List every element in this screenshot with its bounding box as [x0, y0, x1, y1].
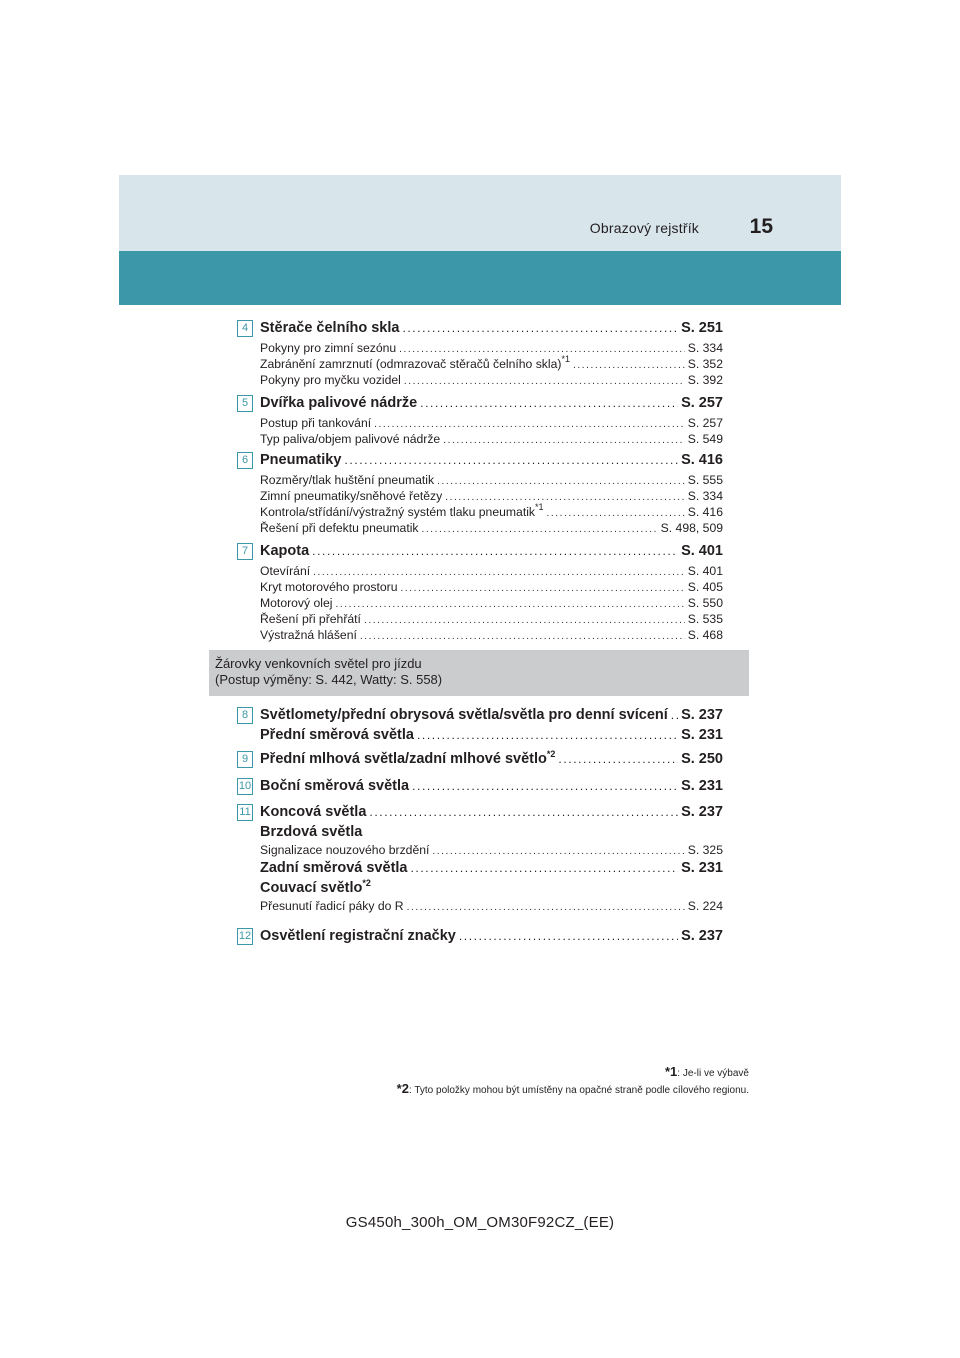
entry-label	[260, 472, 434, 488]
dot-leader	[360, 629, 685, 645]
page-reference: S. 334	[687, 341, 723, 355]
entry-label	[260, 504, 544, 520]
index-entry	[260, 802, 723, 822]
dot-leader	[404, 374, 685, 390]
index-subentry	[260, 431, 723, 447]
index-subentry	[260, 611, 723, 627]
section-number-badge: 9	[237, 751, 253, 768]
entry-label	[260, 415, 371, 431]
entry-label-text: Zabránění zamrznutí (odmrazovač stěračů čelního skla)	[260, 357, 562, 371]
section-number-badge: 5	[237, 395, 253, 412]
dot-leader	[671, 705, 678, 725]
footnote-2	[397, 1081, 749, 1096]
index-entry	[260, 541, 723, 561]
entry-label-text: Stěrače čelního skla	[260, 320, 400, 336]
entry-label	[260, 450, 341, 470]
entry-label-text: Řešení při přehřátí	[260, 612, 361, 626]
entry-label	[260, 611, 361, 627]
entry-label	[260, 520, 419, 536]
entry-label	[260, 488, 442, 504]
index-subentry	[260, 842, 723, 858]
page-reference: S. 231	[681, 727, 723, 743]
page-reference: S. 237	[681, 707, 723, 723]
entry-label-text: Dvířka palivové nádrže	[260, 395, 418, 411]
index-entry	[260, 858, 723, 878]
entry-label	[260, 705, 668, 725]
entry-label	[260, 579, 398, 595]
footnote-reference: *2	[546, 749, 556, 759]
entry-label	[260, 340, 396, 356]
page-reference: S. 405	[687, 580, 723, 594]
entry-label-text: Koncová světla	[260, 804, 367, 820]
entry-label-text: Motorový olej	[260, 596, 333, 610]
exterior-lights-box	[209, 650, 749, 696]
entry-label	[260, 627, 357, 643]
entry-label-text: Rozměry/tlak huštění pneumatik	[260, 473, 435, 487]
index-subentry	[260, 340, 723, 356]
section-number-badge: 4	[237, 320, 253, 337]
page-reference: S. 237	[681, 928, 723, 944]
entry-label-text: Boční směrová světla	[260, 778, 410, 794]
entry-label-text: Couvací světlo	[260, 880, 363, 896]
index-entry	[260, 776, 723, 796]
footnote-2-mark: *2	[396, 1081, 409, 1096]
entry-label	[260, 776, 409, 796]
index-entry	[260, 705, 723, 725]
entry-label	[260, 878, 371, 898]
entry-label-text: Pokyny pro zimní sezónu	[260, 341, 397, 355]
entry-label-text: Výstražná hlášení	[260, 628, 357, 642]
section-number-badge: 11	[237, 804, 253, 821]
page-reference: S. 257	[681, 395, 723, 411]
page-reference: S. 325	[687, 843, 723, 857]
entry-label-text: Kryt motorového prostoru	[260, 580, 398, 594]
dot-leader	[417, 725, 678, 745]
section-number-badge: 10	[237, 778, 253, 795]
page-reference: S. 334	[687, 489, 723, 503]
entry-label-text: Zimní pneumatiky/sněhové řetězy	[260, 489, 443, 503]
index-subentry	[260, 504, 723, 520]
dot-leader	[558, 749, 678, 769]
dot-leader	[422, 522, 658, 538]
entry-label	[260, 898, 404, 914]
footnote-reference: *1	[561, 354, 570, 364]
page-reference: S. 257	[687, 416, 723, 430]
index-entry	[260, 926, 723, 946]
entry-label	[260, 372, 401, 388]
entry-label	[260, 822, 362, 842]
dot-leader	[344, 450, 678, 470]
section-number-badge: 8	[237, 707, 253, 724]
page-reference: S. 401	[687, 564, 723, 578]
section-number-badge: 12	[237, 928, 253, 945]
index-entry	[260, 393, 723, 413]
index-subentry	[260, 563, 723, 579]
entry-label-text: Přední směrová světla	[260, 727, 414, 743]
index-entry	[260, 725, 723, 745]
page-reference: S. 498, 509	[660, 521, 723, 535]
entry-label	[260, 563, 310, 579]
index-subentry	[260, 898, 723, 914]
index-entry	[260, 822, 723, 842]
entry-label-text: Otevírání	[260, 564, 311, 578]
page-reference: S. 550	[687, 596, 723, 610]
page-reference: S. 231	[681, 778, 723, 794]
exterior-lights-title: Žárovky venkovních světel pro jízdu	[215, 656, 422, 671]
page-reference: S. 352	[687, 357, 723, 371]
entry-label	[260, 749, 555, 769]
page-reference: S. 237	[681, 804, 723, 820]
entry-label	[260, 595, 332, 611]
footnote-1-mark: *1	[665, 1064, 678, 1079]
entry-label	[260, 356, 570, 372]
header-band	[119, 175, 841, 251]
page-reference: S. 416	[687, 505, 723, 519]
dot-leader	[407, 900, 685, 916]
index-subentry	[260, 415, 723, 431]
page-reference: S. 468	[687, 628, 723, 642]
index-subentry	[260, 356, 723, 372]
entry-label-text: Osvětlení registrační značky	[260, 928, 456, 944]
footnote-1-text: : Je-li ve výbavě	[677, 1068, 749, 1079]
entry-label-text: Pokyny pro myčku vozidel	[260, 373, 401, 387]
section-number-badge: 6	[237, 452, 253, 469]
page-reference: S. 535	[687, 612, 723, 626]
entry-label-text: Kontrola/střídání/výstražný systém tlaku pneumatik	[260, 505, 536, 519]
entry-label-text: Pneumatiky	[260, 452, 342, 468]
index-subentry	[260, 520, 723, 536]
dot-leader	[369, 802, 678, 822]
document-code: GS450h_300h_OM_OM30F92CZ_(EE)	[345, 1214, 615, 1231]
index-subentry	[260, 579, 723, 595]
page-reference: S. 392	[687, 373, 723, 387]
page-reference: S. 231	[681, 860, 723, 876]
page-reference: S. 549	[687, 432, 723, 446]
entry-label	[260, 802, 366, 822]
page-reference: S. 555	[687, 473, 723, 487]
entry-label-text: Přesunutí řadicí páky do R	[260, 899, 404, 913]
entry-label-text: Brzdová světla	[260, 824, 363, 840]
entry-label	[260, 431, 440, 447]
dot-leader	[443, 433, 685, 449]
section-number-badge: 7	[237, 543, 253, 560]
entry-label-text: Typ paliva/objem palivové nádrže	[260, 432, 441, 446]
index-entry	[260, 318, 723, 338]
dot-leader	[412, 776, 678, 796]
entry-label-text: Zadní směrová světla	[260, 860, 408, 876]
dot-leader	[312, 541, 678, 561]
dot-leader	[411, 858, 679, 878]
dot-leader	[402, 318, 678, 338]
page-reference: S. 250	[681, 751, 723, 767]
entry-label	[260, 318, 399, 338]
entry-label-text: Přední mlhová světla/zadní mlhové světlo	[260, 751, 547, 767]
page-reference: S. 416	[681, 452, 723, 468]
header-accent-bar	[119, 251, 841, 305]
dot-leader	[459, 926, 678, 946]
dot-leader	[420, 393, 678, 413]
page-reference: S. 251	[681, 320, 723, 336]
index-subentry	[260, 488, 723, 504]
entry-label	[260, 393, 417, 413]
index-subentry	[260, 595, 723, 611]
footnote-2-text: : Tyto položky mohou být umístěny na opačné straně podle cílového regionu.	[408, 1085, 749, 1096]
entry-label-text: Signalizace nouzového brzdění	[260, 843, 430, 857]
entry-label-text: Kapota	[260, 543, 310, 559]
entry-label	[260, 926, 456, 946]
entry-label	[260, 842, 429, 858]
entry-label-text: Světlomety/přední obrysová světla/světla pro denní svícení	[260, 707, 668, 723]
footnote-1	[665, 1064, 749, 1079]
index-subentry	[260, 627, 723, 643]
entry-label-text: Postup při tankování	[260, 416, 372, 430]
index-subentry	[260, 472, 723, 488]
index-subentry	[260, 372, 723, 388]
entry-label-text: Řešení při defektu pneumatik	[260, 521, 419, 535]
page-reference: S. 224	[687, 899, 723, 913]
entry-label	[260, 541, 309, 561]
index-entry	[260, 450, 723, 470]
footnote-reference: *2	[362, 878, 371, 888]
index-entry	[260, 749, 723, 769]
header-title: Obrazový rejstřík	[589, 220, 699, 236]
index-entry	[260, 878, 723, 898]
page-number: 15	[749, 215, 773, 238]
entry-label	[260, 725, 414, 745]
exterior-lights-references: (Postup výměny: S. 442, Watty: S. 558)	[215, 672, 443, 687]
page-reference: S. 401	[681, 543, 723, 559]
footnote-reference: *1	[535, 502, 544, 512]
entry-label	[260, 858, 408, 878]
